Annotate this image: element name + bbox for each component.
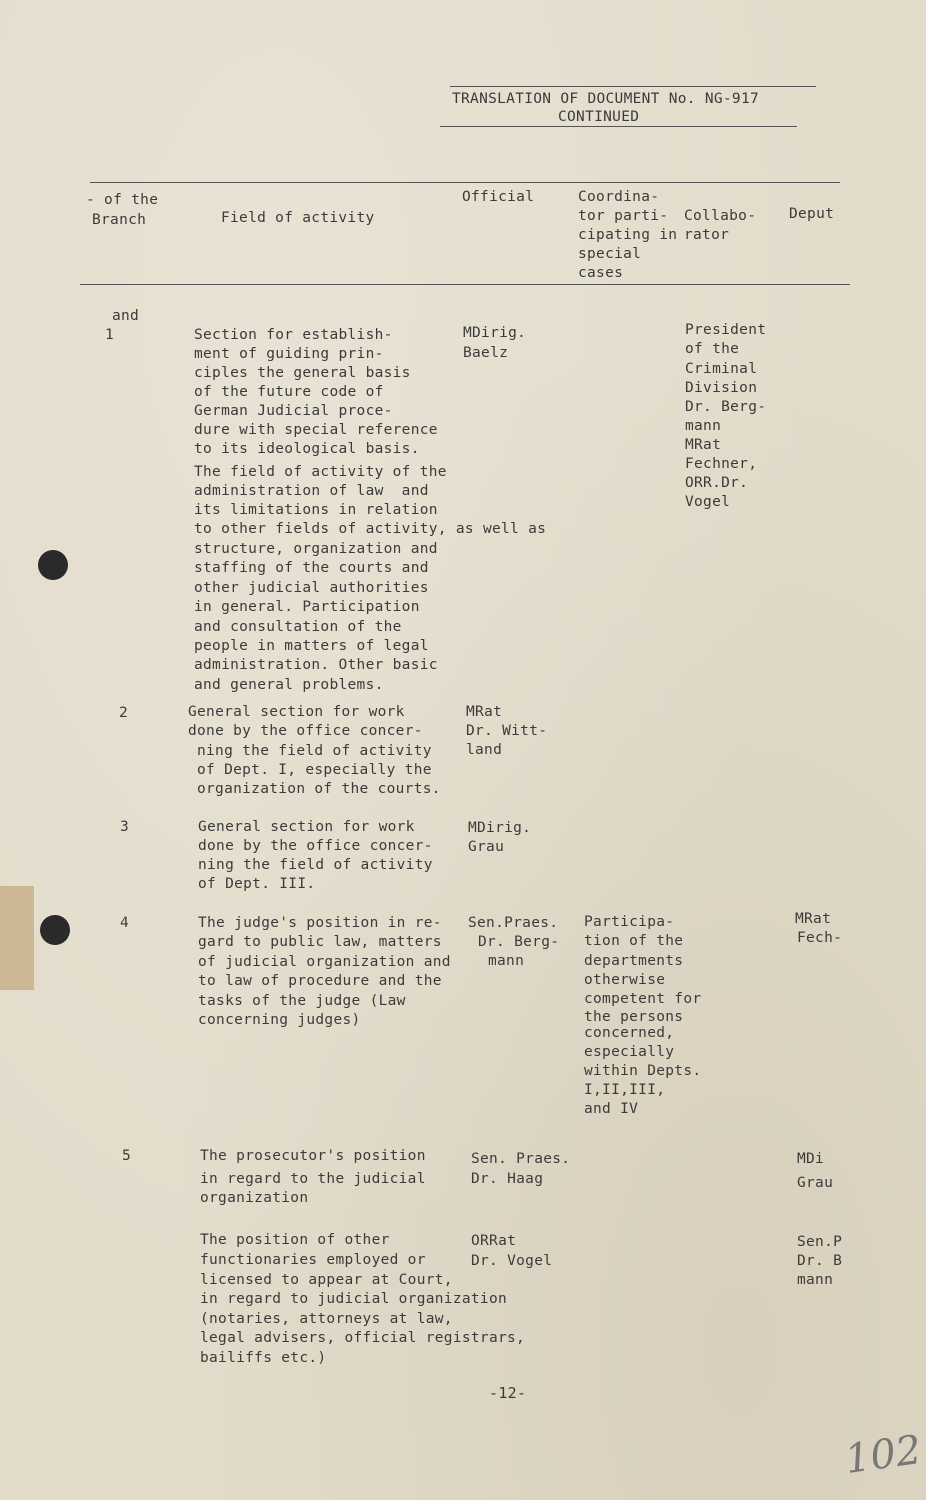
row4-coord-l2: tion of the xyxy=(584,933,684,949)
row4-coord-l7: concerned, xyxy=(584,1025,675,1041)
col-collab-line1: Collabo- xyxy=(684,208,757,224)
row1-field-l6: dure with special reference xyxy=(194,422,438,438)
row1-field2-l5: structure, organization and xyxy=(194,541,438,557)
row1-collab-l8: Fechner, xyxy=(685,456,758,472)
row2-field-l4: of Dept. I, especially the xyxy=(197,762,432,778)
row3-field-l2: done by the office concer- xyxy=(198,838,433,854)
row1-collab-l7: MRat xyxy=(685,437,722,453)
row1-field2-l1: The field of activity of the xyxy=(194,464,447,480)
row6-official-l1: ORRat xyxy=(471,1233,517,1249)
row2-official-l3: land xyxy=(466,742,503,758)
table-header-rule xyxy=(80,284,850,285)
row4-coord-l3: departments xyxy=(584,953,684,969)
row1-official-l2: Baelz xyxy=(463,345,509,361)
row6-field-l4: in regard to judicial organization xyxy=(200,1291,508,1307)
row1-field-l1: Section for establish- xyxy=(194,327,393,343)
row4-coord-l4: otherwise xyxy=(584,972,666,988)
document-title: TRANSLATION OF DOCUMENT No. NG-917 xyxy=(452,91,760,107)
col-coord-line2: tor parti- xyxy=(578,208,669,224)
row1-field2-l8: in general. Participation xyxy=(194,599,420,615)
row1-number: 1 xyxy=(105,327,115,343)
row1-field-l2: ment of guiding prin- xyxy=(194,346,384,362)
row3-number: 3 xyxy=(120,819,130,835)
row4-official-l2: Dr. Berg- xyxy=(478,934,560,950)
row5-deputy-l1: MDi xyxy=(797,1151,825,1167)
row5-deputy-l2: Grau xyxy=(797,1175,834,1191)
row2-number: 2 xyxy=(119,705,129,721)
row3-official-l1: MDirig. xyxy=(468,820,532,836)
row1-collab-l1: President xyxy=(685,322,767,338)
row2-field-l3: ning the field of activity xyxy=(197,743,432,759)
row5-official-l1: Sen. Praes. xyxy=(471,1151,571,1167)
row1-field2-l10: people in matters of legal xyxy=(194,638,429,654)
col-no-line1: - of the xyxy=(86,192,159,208)
row1-field2-l7: other judicial authorities xyxy=(194,580,429,596)
row5-number: 5 xyxy=(122,1148,132,1164)
row1-field2-l3: its limitations in relation xyxy=(194,502,438,518)
row1-collab-l4: Division xyxy=(685,380,758,396)
row4-coord-l8: especially xyxy=(584,1044,675,1060)
row4-field-l3: of judicial organization and xyxy=(198,954,451,970)
row4-coord-l6: the persons xyxy=(584,1009,684,1025)
handwritten-folio-number: 102 xyxy=(842,1426,925,1484)
row3-field-l3: ning the field of activity xyxy=(198,857,433,873)
row5-field-l3: organization xyxy=(200,1190,309,1206)
row4-coord-l9: within Depts. xyxy=(584,1063,702,1079)
row4-official-l1: Sen.Praes. xyxy=(468,915,559,931)
row1-collab-l2: of the xyxy=(685,341,740,357)
row1-collab-l6: mann xyxy=(685,418,722,434)
row1-collab-l5: Dr. Berg- xyxy=(685,399,767,415)
row1-no-prefix: and xyxy=(112,308,140,324)
row4-official-l3: mann xyxy=(488,953,525,969)
row6-official-l2: Dr. Vogel xyxy=(471,1253,553,1269)
col-coord-line4: special xyxy=(578,246,642,262)
row4-coord-l11: and IV xyxy=(584,1101,639,1117)
row1-collab-l3: Criminal xyxy=(685,361,758,377)
continued-label: CONTINUED xyxy=(558,109,640,125)
col-field-heading: Field of activity xyxy=(221,210,375,226)
row2-field-l1: General section for work xyxy=(188,704,405,720)
row6-field-l1: The position of other xyxy=(200,1232,390,1248)
row4-deputy-l1: MRat xyxy=(795,911,832,927)
row2-official-l1: MRat xyxy=(466,704,503,720)
row5-official-l2: Dr. Haag xyxy=(471,1171,544,1187)
header-rule-bottom xyxy=(440,126,797,127)
row6-field-l2: functionaries employed or xyxy=(200,1252,426,1268)
row4-deputy-l2: Fech- xyxy=(797,930,843,946)
row1-field-l7: to its ideological basis. xyxy=(194,441,420,457)
row6-deputy-l1: Sen.P xyxy=(797,1234,843,1250)
header-rule-top xyxy=(450,86,816,87)
row6-deputy-l2: Dr. B xyxy=(797,1253,843,1269)
row1-field2-l9: and consultation of the xyxy=(194,619,402,635)
row1-field2-l6: staffing of the courts and xyxy=(194,560,429,576)
row4-number: 4 xyxy=(120,915,130,931)
row6-field-l3: licensed to appear at Court, xyxy=(200,1272,453,1288)
row4-coord-l1: Participa- xyxy=(584,914,675,930)
table-top-rule xyxy=(90,182,840,183)
col-no-line2: Branch xyxy=(92,212,147,228)
row4-field-l1: The judge's position in re- xyxy=(198,915,442,931)
row4-field-l6: concerning judges) xyxy=(198,1012,361,1028)
page-number: -12- xyxy=(489,1384,527,1402)
row5-field-l1: The prosecutor's position xyxy=(200,1148,426,1164)
row1-collab-l9: ORR.Dr. xyxy=(685,475,749,491)
row1-official-l1: MDirig. xyxy=(463,325,527,341)
row3-field-l1: General section for work xyxy=(198,819,415,835)
row3-official-l2: Grau xyxy=(468,839,505,855)
row4-coord-l10: I,II,III, xyxy=(584,1082,666,1098)
row6-field-l5: (notaries, attorneys at law, xyxy=(200,1311,453,1327)
row2-field-l5: organization of the courts. xyxy=(197,781,441,797)
col-coord-line1: Coordina- xyxy=(578,189,660,205)
tape-strip xyxy=(0,886,34,990)
row4-coord-l5: competent for xyxy=(584,991,702,1007)
col-coord-line3: cipating in xyxy=(578,227,678,243)
col-coord-line5: cases xyxy=(578,265,624,281)
row4-field-l2: gard to public law, matters xyxy=(198,934,442,950)
row2-field-l2: done by the office concer- xyxy=(188,723,423,739)
row1-field2-l12: and general problems. xyxy=(194,677,384,693)
col-official-heading: Official xyxy=(462,189,535,205)
row1-field2-l11: administration. Other basic xyxy=(194,657,438,673)
punch-hole-bottom xyxy=(40,915,70,945)
row3-field-l4: of Dept. III. xyxy=(198,876,316,892)
row4-field-l5: tasks of the judge (Law xyxy=(198,993,406,1009)
row2-official-l2: Dr. Witt- xyxy=(466,723,548,739)
row6-field-l6: legal advisers, official registrars, xyxy=(200,1330,526,1346)
row1-field2-l4: to other fields of activity, as well as xyxy=(194,521,547,537)
punch-hole-top xyxy=(38,550,68,580)
row1-field-l5: German Judicial proce- xyxy=(194,403,393,419)
row6-field-l7: bailiffs etc.) xyxy=(200,1350,327,1366)
row1-field-l4: of the future code of xyxy=(194,384,384,400)
row6-deputy-l3: mann xyxy=(797,1272,834,1288)
col-deputy-heading: Deput xyxy=(789,206,835,222)
row4-field-l4: to law of procedure and the xyxy=(198,973,442,989)
row1-collab-l10: Vogel xyxy=(685,494,731,510)
row5-field-l2: in regard to the judicial xyxy=(200,1171,426,1187)
col-collab-line2: rator xyxy=(684,227,730,243)
row1-field-l3: ciples the general basis xyxy=(194,365,411,381)
row1-field2-l2: administration of law and xyxy=(194,483,429,499)
